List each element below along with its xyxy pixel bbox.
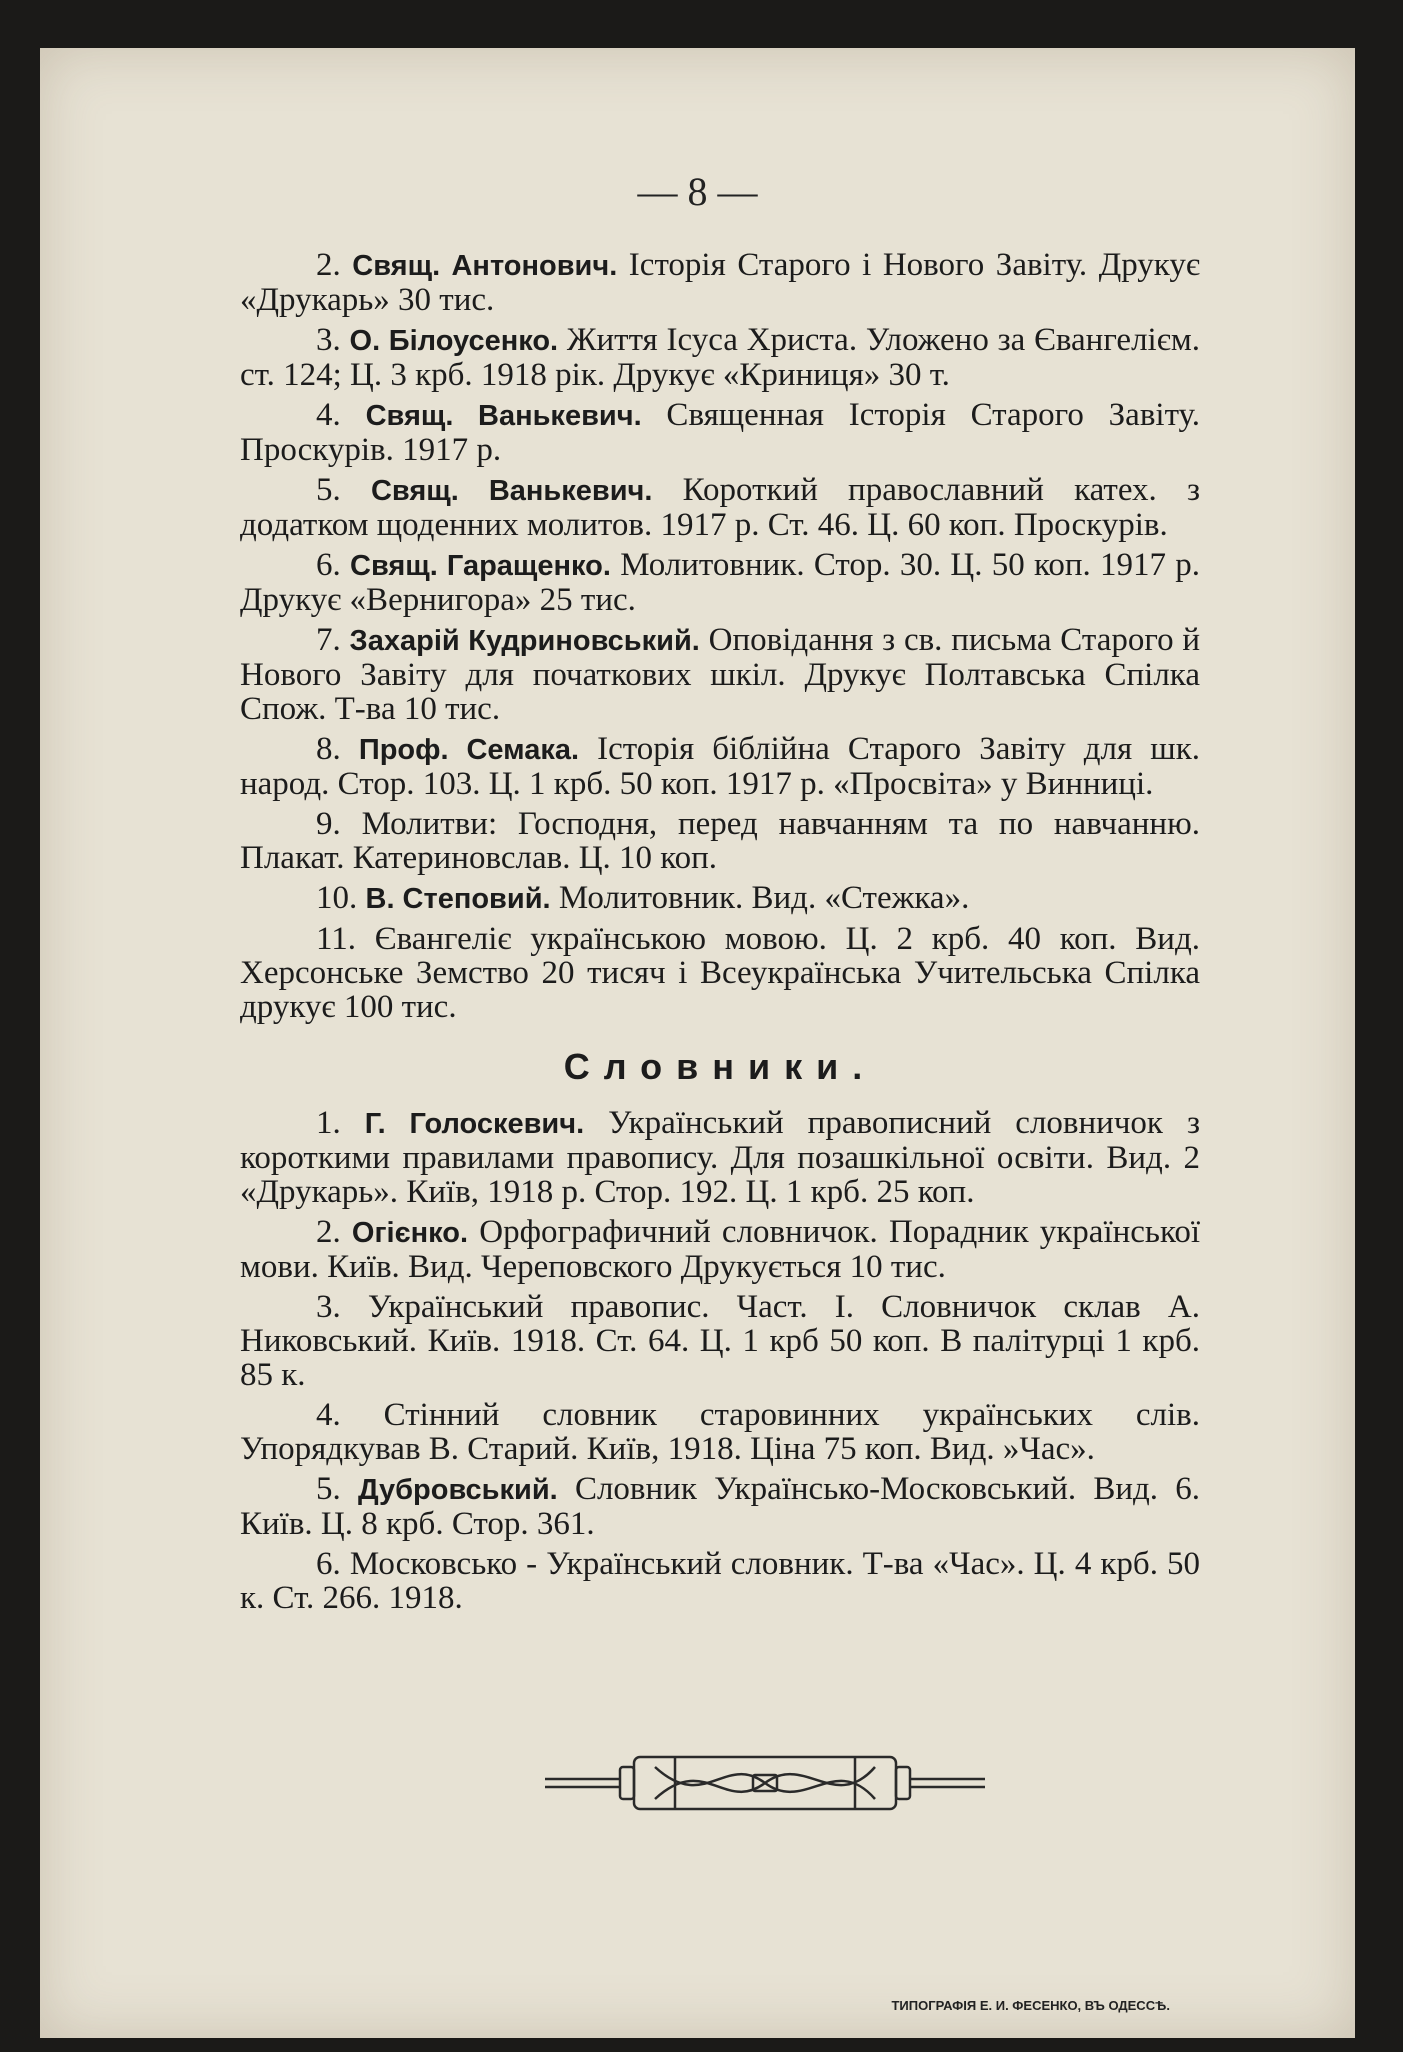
page-body: [240, 248, 1200, 1621]
entry-author: Свящ. Ванькевич.: [365, 400, 642, 432]
entry-number: 3.: [316, 322, 341, 358]
bibliography-entry: [240, 1472, 1200, 1541]
entry-text: Життя Ісуса Христа. Уложено за Євангелієм. ст. 124; Ц. 3 крб. 1918 рік. Друкує «Криниця» 30 т.: [240, 322, 1201, 393]
entry-text: Український правописний словничок з короткими правилами правопису. Для позашкільної освіти. Вид. 2 «Друкарь». Київ, 1918 р. Стор. 192. Ц. 1 крб. 25 коп.: [240, 1105, 1200, 1210]
entry-number: 4.: [316, 1397, 341, 1433]
bibliography-entry: [240, 922, 1200, 1024]
entry-author: Свящ. Гаращенко.: [350, 550, 611, 582]
bibliography-entry: [240, 473, 1200, 542]
entry-author: Свящ. Ванькевич.: [370, 475, 653, 507]
entry-text: Євангеліє українською мовою. Ц. 2 крб. 40 коп. Вид. Херсонське Земство 20 тисяч і Всеукраїнська Учительська Спілка друкує 100 тис.: [240, 921, 1201, 1025]
entry-text: Словник Українсько-Московський. Вид. 6. Київ. Ц. 8 крб. Стор. 361.: [240, 1471, 1200, 1542]
bibliography-entry: [240, 1547, 1200, 1615]
entry-text: Московсько - Український словник. Т-ва «Час». Ц. 4 крб. 50 к. Ст. 266. 1918.: [240, 1546, 1201, 1616]
entry-author: Свящ. Антонович.: [352, 250, 618, 282]
entry-number: 10.: [316, 880, 358, 916]
entry-text: Священная Історія Старого Завіту. Проскурів. 1917 р.: [240, 397, 1200, 468]
printer-imprint: ТИПОГРАФІЯ Е. И. ФЕСЕНКО, ВЪ ОДЕССѢ.: [891, 1998, 1170, 2013]
printer-ornament: [545, 1743, 985, 1823]
bibliography-entry: [240, 548, 1200, 617]
entry-text: Український правопис. Част. I. Словничок склав А. Никовський. Київ. 1918. Ст. 64. Ц. 1 крб 50 коп. В палітурці 1 крб. 85 к.: [240, 1289, 1200, 1393]
bibliography-entry: [240, 1106, 1200, 1209]
document-page: [40, 48, 1355, 2038]
entry-number: 5.: [316, 1471, 341, 1507]
entry-number: 2.: [316, 1214, 341, 1250]
entry-text: Молитовник. Вид. «Стежка».: [550, 880, 970, 916]
entry-author: Захарій Кудриновський.: [349, 625, 700, 657]
section-heading-dictionaries: Словники.: [563, 1046, 877, 1087]
entry-author: Огієнко.: [351, 1217, 469, 1249]
entry-number: 6.: [316, 547, 341, 583]
entry-number: 8.: [316, 731, 341, 767]
page-number: — 8 —: [637, 169, 758, 214]
bibliography-entry: [240, 323, 1200, 392]
bibliography-entry: [240, 881, 1200, 916]
entry-number: 2.: [316, 247, 341, 283]
bibliography-entry: [240, 1398, 1200, 1466]
entry-author: Дубровський.: [357, 1474, 558, 1506]
entry-text: Молитовник. Стор. 30. Ц. 50 коп. 1917 р. Друкує «Вернигора» 25 тис.: [240, 547, 1200, 618]
entry-author: В. Степовий.: [365, 883, 551, 915]
bibliography-entry: [240, 623, 1200, 726]
bibliography-entry: [240, 248, 1200, 317]
entry-text: Історія біблійна Старого Завіту для шк. народ. Стор. 103. Ц. 1 крб. 50 коп. 1917 р. «Просвіта» у Винниці.: [240, 731, 1200, 802]
entry-text: Оповідання з св. письма Старого й Нового Завіту для початкових шкіл. Друкує Полтавська Спілка Спож. Т-ва 10 тис.: [240, 622, 1201, 727]
entry-number: 7.: [316, 622, 341, 658]
entry-text: Короткий православний катех. з додатком щоденних молитов. 1917 р. Ст. 46. Ц. 60 коп. Проскурів.: [240, 472, 1201, 543]
entry-number: 5.: [316, 472, 341, 508]
entry-author: Проф. Семака.: [358, 734, 580, 766]
bibliography-entry: [240, 1215, 1200, 1284]
bibliography-entry: [240, 398, 1200, 467]
entry-author: О. Білоусенко.: [349, 325, 559, 357]
entry-text: Молитви: Господня, перед навчанням та по навчанню. Плакат. Катериновслав. Ц. 10 коп.: [240, 806, 1201, 876]
entry-number: 6.: [316, 1546, 341, 1582]
religion-book-list: [240, 248, 1200, 1024]
entry-text: Історія Старого і Нового Завіту. Друкує «Друкарь» 30 тис.: [240, 247, 1201, 318]
entry-number: 3.: [316, 1289, 341, 1325]
entry-text: Орфографичний словничок. Порадник української мови. Київ. Вид. Череповского Друкується 10 тис.: [240, 1214, 1201, 1285]
entry-number: 9.: [316, 806, 341, 842]
entry-number: 11.: [316, 921, 357, 957]
bibliography-entry: [240, 1290, 1200, 1392]
bibliography-entry: [240, 807, 1200, 875]
dictionary-book-list: [240, 1106, 1200, 1615]
entry-text: Стінний словник старовинних українських слів. Упорядкував В. Старий. Київ, 1918. Ціна 75 коп. Вид. »Час».: [240, 1397, 1200, 1467]
bibliography-entry: [240, 732, 1200, 801]
entry-author: Г. Голоскевич.: [364, 1108, 585, 1140]
entry-number: 4.: [316, 397, 341, 433]
entry-number: 1.: [316, 1105, 341, 1141]
